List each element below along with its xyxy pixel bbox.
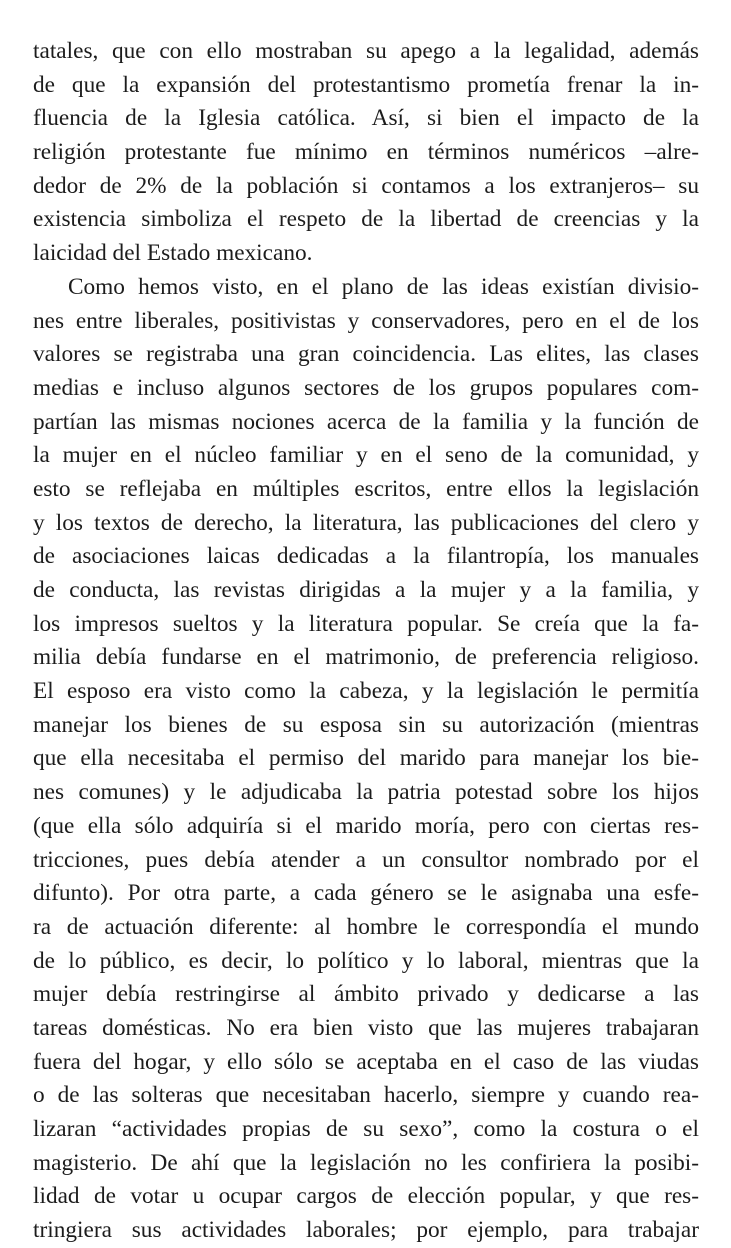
text-line: lidad de votar u ocupar cargos de elección popular, y que res- bbox=[33, 1183, 699, 1210]
text-line: El esposo era visto como la cabeza, y la legislación le permitía bbox=[33, 678, 699, 705]
document-page bbox=[33, 35, 699, 1248]
text-line: milia debía fundarse en el matrimonio, de preferencia religioso. bbox=[33, 644, 699, 671]
text-line: ra de actuación diferente: al hombre le correspondía el mundo bbox=[33, 913, 699, 940]
text-line: difunto). Por otra parte, a cada género se le asignaba una esfe- bbox=[33, 880, 699, 907]
text-line: de asociaciones laicas dedicadas a la filantropía, los manuales bbox=[33, 543, 699, 570]
text-line: la mujer en el núcleo familiar y en el seno de la comunidad, y bbox=[33, 442, 699, 469]
text-line: laicidad del Estado mexicano. bbox=[33, 240, 313, 267]
text-line: dedor de 2% de la población si contamos a los extranjeros– su bbox=[33, 172, 699, 199]
text-line: nes comunes) y le adjudicaba la patria potestad sobre los hijos bbox=[33, 779, 699, 806]
text-line: manejar los bienes de su esposa sin su autorización (mientras bbox=[33, 711, 699, 738]
paragraph-2 bbox=[33, 271, 699, 1248]
text-line: medias e incluso algunos sectores de los grupos populares com- bbox=[33, 374, 699, 401]
text-line: lizaran “actividades propias de su sexo”, como la costura o el bbox=[33, 1116, 699, 1142]
text-line: Como hemos visto, en el plano de las ideas existían divisio- bbox=[68, 273, 699, 300]
text-line: fuera del hogar, y ello sólo se aceptaba en el caso de las viudas bbox=[33, 1048, 699, 1075]
text-line: tareas domésticas. No era bien visto que las mujeres trabajaran bbox=[33, 1014, 699, 1041]
text-line: y los textos de derecho, la literatura, las publicaciones del clero y bbox=[33, 509, 699, 536]
text-line: partían las mismas nociones acerca de la familia y la función de bbox=[33, 408, 699, 435]
text-line: existencia simboliza el respeto de la libertad de creencias y la bbox=[33, 206, 699, 233]
text-line: tricciones, pues debía atender a un consultor nombrado por el bbox=[33, 846, 699, 873]
text-line: de lo público, es decir, lo político y lo laboral, mientras que la bbox=[33, 947, 699, 974]
text-line: tatales, que con ello mostraban su apego a la legalidad, además bbox=[33, 38, 699, 64]
text-line: nes entre liberales, positivistas y conservadores, pero en el de los bbox=[33, 307, 699, 334]
text-line: mujer debía restringirse al ámbito privado y dedicarse a las bbox=[33, 981, 699, 1008]
text-line: fluencia de la Iglesia católica. Así, si bien el impacto de la bbox=[33, 105, 699, 132]
text-line: valores se registraba una gran coincidencia. Las elites, las clases bbox=[33, 341, 699, 368]
text-line: (que ella sólo adquiría si el marido moría, pero con ciertas res- bbox=[33, 812, 699, 839]
text-line: que ella necesitaba el permiso del marido para manejar los bie- bbox=[33, 745, 699, 772]
paragraph-1 bbox=[33, 35, 699, 271]
text-line: de que la expansión del protestantismo prometía frenar la in- bbox=[33, 71, 699, 98]
text-line: los impresos sueltos y la literatura popular. Se creía que la fa- bbox=[33, 610, 699, 637]
text-line: religión protestante fue mínimo en términos numéricos –alre- bbox=[33, 139, 699, 166]
text-line: esto se reflejaba en múltiples escritos, entre ellos la legislación bbox=[33, 475, 699, 502]
text-line: tringiera sus actividades laborales; por ejemplo, para trabajar bbox=[33, 1217, 699, 1244]
text-line: o de las solteras que necesitaban hacerlo, siempre y cuando rea- bbox=[33, 1082, 699, 1109]
text-line: magisterio. De ahí que la legislación no les confiriera la posibi- bbox=[33, 1149, 699, 1176]
text-line: de conducta, las revistas dirigidas a la mujer y a la familia, y bbox=[33, 577, 699, 603]
